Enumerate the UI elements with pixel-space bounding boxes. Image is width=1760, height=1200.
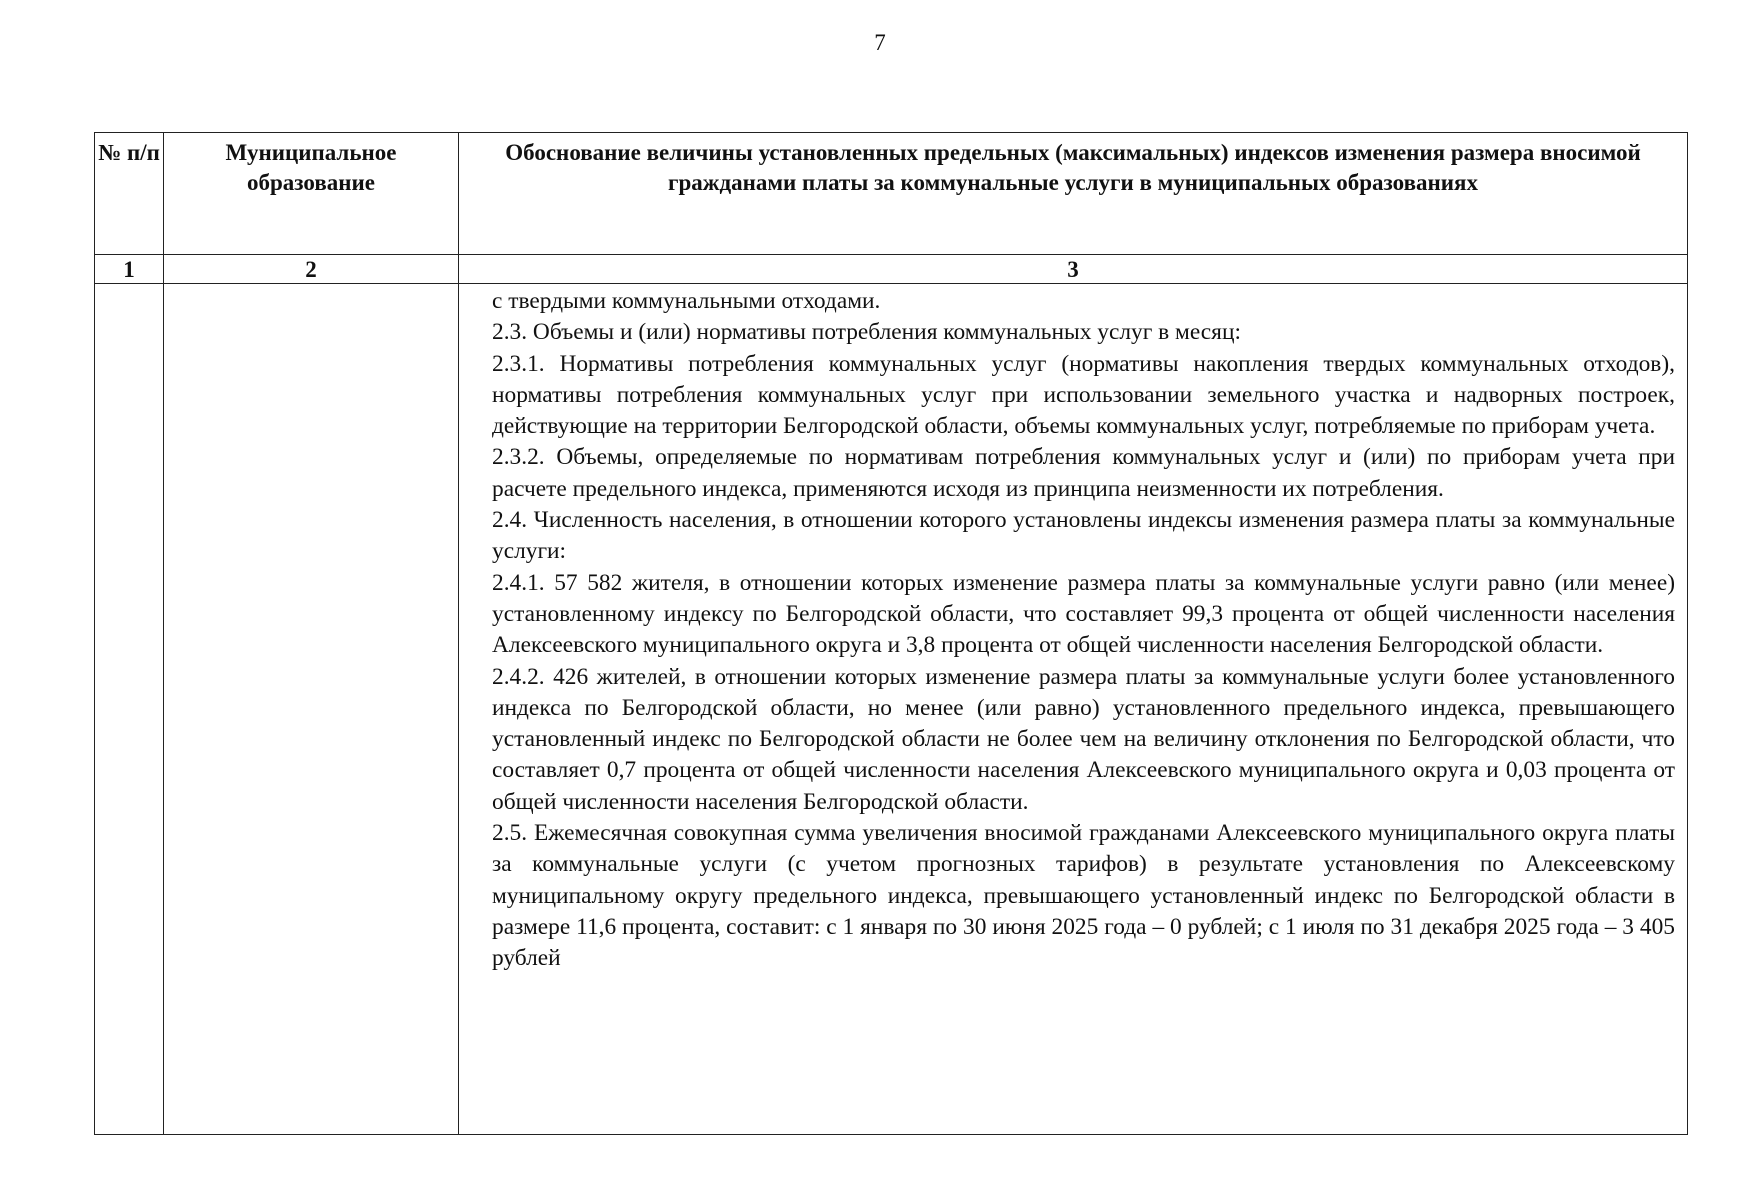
header-justification: Обоснование величины установленных предельных (максимальных) индексов изменения размера вносимой гражданами платы за коммунальные услуги в муниципальных образованиях	[459, 133, 1688, 255]
justification-text	[459, 284, 1687, 975]
column-number-row	[95, 255, 1688, 284]
row-number-cell	[95, 284, 164, 1135]
paragraph: 2.4.1. 57 582 жителя, в отношении которых изменение размера платы за коммунальные услуги равно (или менее) установленному индексу по Белгородской области, что составляет 99,3 процента от общей численности населения Алексеевского муниципального округа и 3,8 процента от общей численности населения Белгородской области.	[492, 569, 1675, 659]
paragraph: с твердыми коммунальными отходами.	[492, 288, 881, 314]
row-justification-cell	[459, 284, 1688, 1135]
paragraph: 2.3. Объемы и (или) нормативы потребления коммунальных услуг в месяц:	[492, 319, 1241, 346]
table-row	[95, 284, 1688, 1135]
header-municipality: Муниципальное образование	[164, 133, 459, 255]
paragraph: 2.3.2. Объемы, определяемые по нормативам потребления коммунальных услуг и (или) по приборам учета при расчете предельного индекса, применяются исходя из принципа неизменности их потребления.	[492, 444, 1675, 502]
justification-table	[94, 132, 1688, 1135]
header-number: № п/п	[95, 133, 164, 255]
column-number-1: 1	[95, 255, 164, 284]
row-municipality-cell	[164, 284, 459, 1135]
column-number-2: 2	[164, 255, 459, 284]
paragraph: 2.4. Численность населения, в отношении которого установлены индексы изменения размера платы за коммунальные услуги:	[492, 507, 1675, 565]
page-number: 7	[874, 30, 886, 55]
paragraph: 2.5. Ежемесячная совокупная сумма увеличения вносимой гражданами Алексеевского муниципального округа платы за коммунальные услуги (с учетом прогнозных тарифов) в результате установления по Алексеевскому муниципальному округу предельного индекса, превышающего установленный индекс по Белгородской области в размере 11,6 процента, составит: с 1 января по 30 июня 2025 года – 0 рублей; с 1 июля по 31 декабря 2025 года – 3 405 рублей	[492, 820, 1675, 972]
paragraph: 2.4.2. 426 жителей, в отношении которых изменение размера платы за коммунальные услуги более установленного индекса по Белгородской области, но менее (или равно) установленного предельного индекса, превышающего установленный индекс по Белгородской области не более чем на величину отклонения по Белгородской области, что составляет 0,7 процента от общей численности населения Алексеевского муниципального округа и 0,03 процента от общей численности населения Белгородской области.	[492, 663, 1675, 815]
paragraph: 2.3.1. Нормативы потребления коммунальных услуг (нормативы накопления твердых коммунальных отходов), нормативы потребления коммунальных услуг при использовании земельного участка и надворных построек, действующие на территории Белгородской области, объемы коммунальных услуг, потребляемые по приборам учета.	[492, 350, 1675, 440]
table-header-row	[95, 133, 1688, 255]
column-number-3: 3	[459, 255, 1688, 284]
